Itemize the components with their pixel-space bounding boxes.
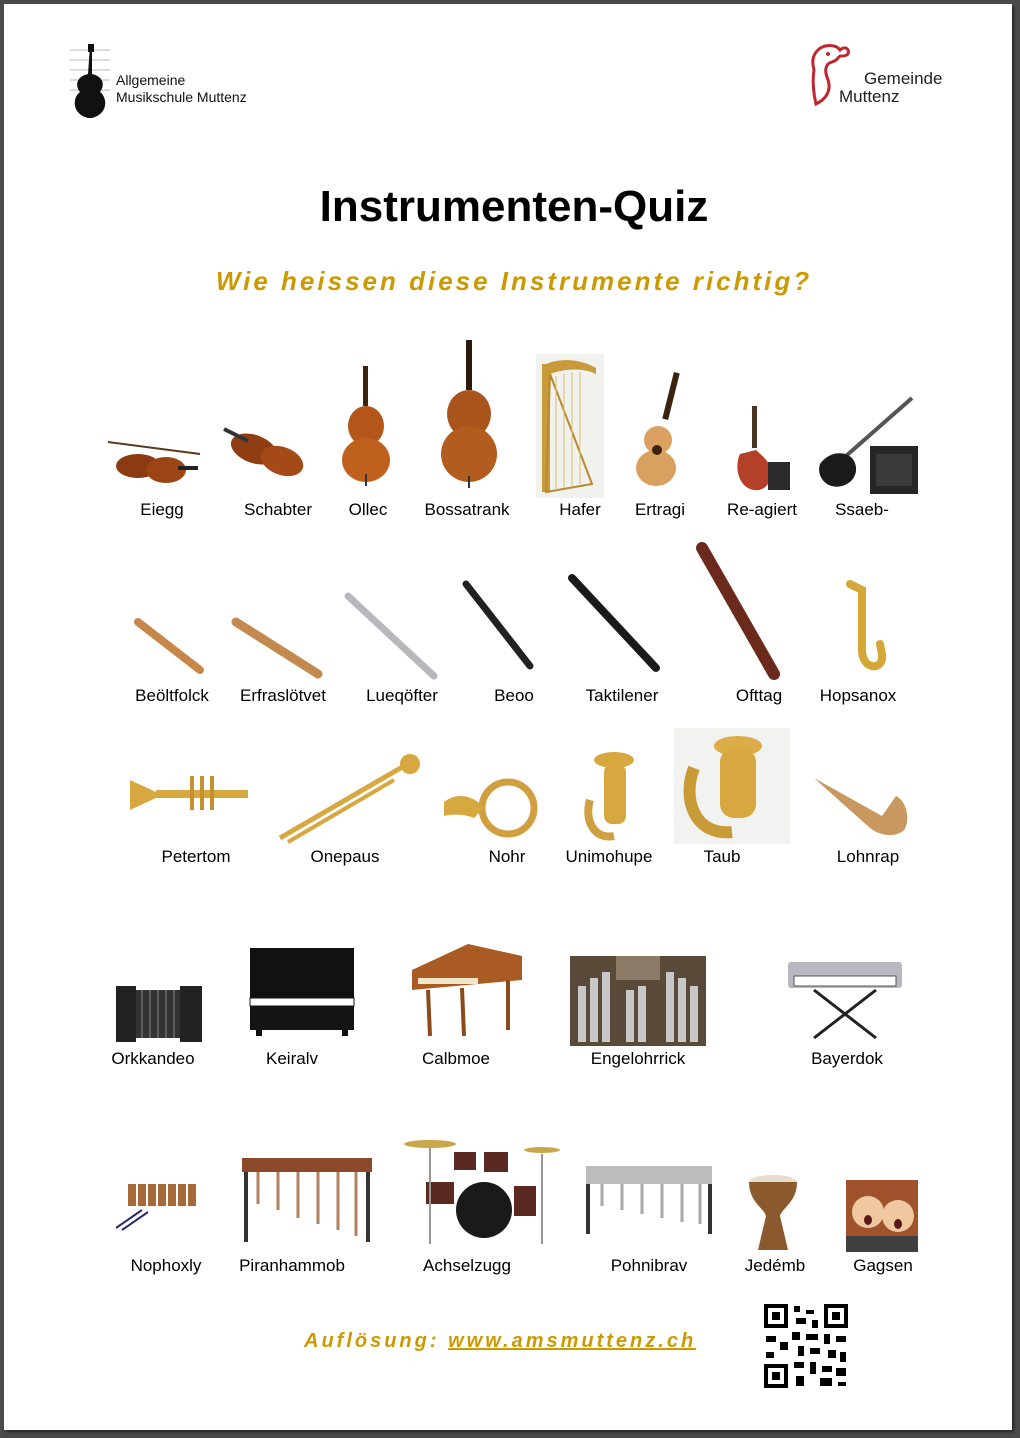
label-lueqoefter: Lueqöfter: [366, 686, 438, 705]
xylophone-image: [112, 1176, 208, 1232]
solution-label: Auflösung:: [304, 1330, 440, 1352]
label-taub: Taub: [703, 847, 741, 866]
label-calbmoe: Calbmoe: [421, 1049, 491, 1068]
label-orkkandeo: Orkkandeo: [111, 1049, 195, 1068]
singing-children-image: [846, 1180, 918, 1252]
piano-image: [246, 944, 358, 1036]
euphonium-image: [580, 750, 638, 842]
clarinet-image: [566, 572, 666, 676]
soprano-recorder-image: [132, 616, 208, 678]
label-gagsen: Gagsen: [853, 1256, 913, 1275]
guitar-image: [632, 370, 688, 490]
label-hafer: Hafer: [559, 500, 601, 519]
pipe-organ-image: [570, 956, 706, 1046]
label-beoo: Beoo: [494, 686, 534, 705]
label-engelohrrick: Engelohrrick: [590, 1049, 686, 1068]
trombone-image: [274, 754, 424, 846]
double-bass-image: [436, 338, 502, 488]
bass-guitar-image: [816, 394, 920, 496]
flute-image: [342, 590, 440, 682]
trumpet-image: [126, 764, 254, 824]
label-beoeltfolck: Beöltfolck: [135, 686, 209, 705]
page-subtitle: Wie heissen diese Instrumente richtig?: [215, 266, 813, 296]
marimba-image: [238, 1154, 376, 1246]
djembe-image: [744, 1172, 802, 1252]
label-petertom: Petertom: [161, 847, 231, 866]
oboe-image: [460, 578, 540, 674]
municipality-name-line1: Gemeinde: [864, 69, 943, 88]
harp-image: [536, 354, 604, 498]
label-unimohupe: Unimohupe: [565, 847, 653, 866]
solution-line: [304, 1330, 696, 1353]
label-schabter: Schabter: [243, 500, 313, 519]
label-ofttag: Ofttag: [735, 686, 783, 705]
harpsichord-image: [408, 940, 524, 1040]
solution-link[interactable]: www.amsmuttenz.ch: [448, 1330, 697, 1352]
municipality-logo: [804, 42, 954, 112]
page-title: Instrumenten-Quiz: [319, 182, 709, 231]
double-bass-logo-icon: [66, 44, 116, 120]
label-taktilener: Taktilener: [585, 686, 659, 705]
label-onepaus: Onepaus: [310, 847, 380, 866]
municipality-name-line2: Muttenz: [839, 87, 900, 106]
label-nophoxly: Nophoxly: [130, 1256, 202, 1275]
keyboard-image: [784, 954, 906, 1040]
quiz-page: [4, 4, 1012, 1430]
label-bayerdok: Bayerdok: [811, 1049, 883, 1068]
viola-image: [218, 409, 314, 485]
drum-kit-image: [402, 1134, 562, 1246]
label-hopsanox: Hopsanox: [819, 686, 897, 705]
alto-recorder-image: [230, 616, 326, 682]
horn-image: [440, 774, 544, 840]
label-nohr: Nohr: [488, 847, 526, 866]
saxophone-image: [840, 580, 890, 684]
violin-image: [104, 434, 204, 489]
label-lohnrap: Lohnrap: [836, 847, 900, 866]
electric-guitar-image: [730, 404, 792, 494]
label-bossatrank: Bossatrank: [424, 500, 510, 519]
label-jedemb: Jedémb: [744, 1256, 806, 1275]
alphorn-image: [810, 772, 912, 844]
bassoon-image: [694, 542, 786, 680]
school-name-line2: Musikschule Muttenz: [116, 89, 247, 105]
label-pohnibrav: Pohnibrav: [610, 1256, 688, 1275]
label-ertragi: Ertragi: [634, 500, 686, 519]
qr-code-icon[interactable]: [762, 1302, 850, 1390]
school-logo: [66, 44, 306, 120]
label-eiegg: Eiegg: [140, 500, 184, 519]
tuba-image: [674, 728, 790, 844]
label-re-agiert: Re-agiert: [727, 500, 797, 519]
school-name-line1: Allgemeine: [116, 72, 186, 88]
label-achselzugg: Achselzugg: [423, 1256, 511, 1275]
vibraphone-image: [582, 1162, 716, 1238]
label-erfrasloetvet: Erfraslötvet: [240, 686, 326, 705]
label-keiralv: Keiralv: [266, 1049, 318, 1068]
label-ssaeb: Ssaeb-: [835, 500, 889, 519]
accordion-image: [114, 984, 204, 1044]
label-piranhammob: Piranhammob: [239, 1256, 345, 1275]
cello-image: [334, 364, 398, 486]
label-ollec: Ollec: [348, 500, 388, 519]
